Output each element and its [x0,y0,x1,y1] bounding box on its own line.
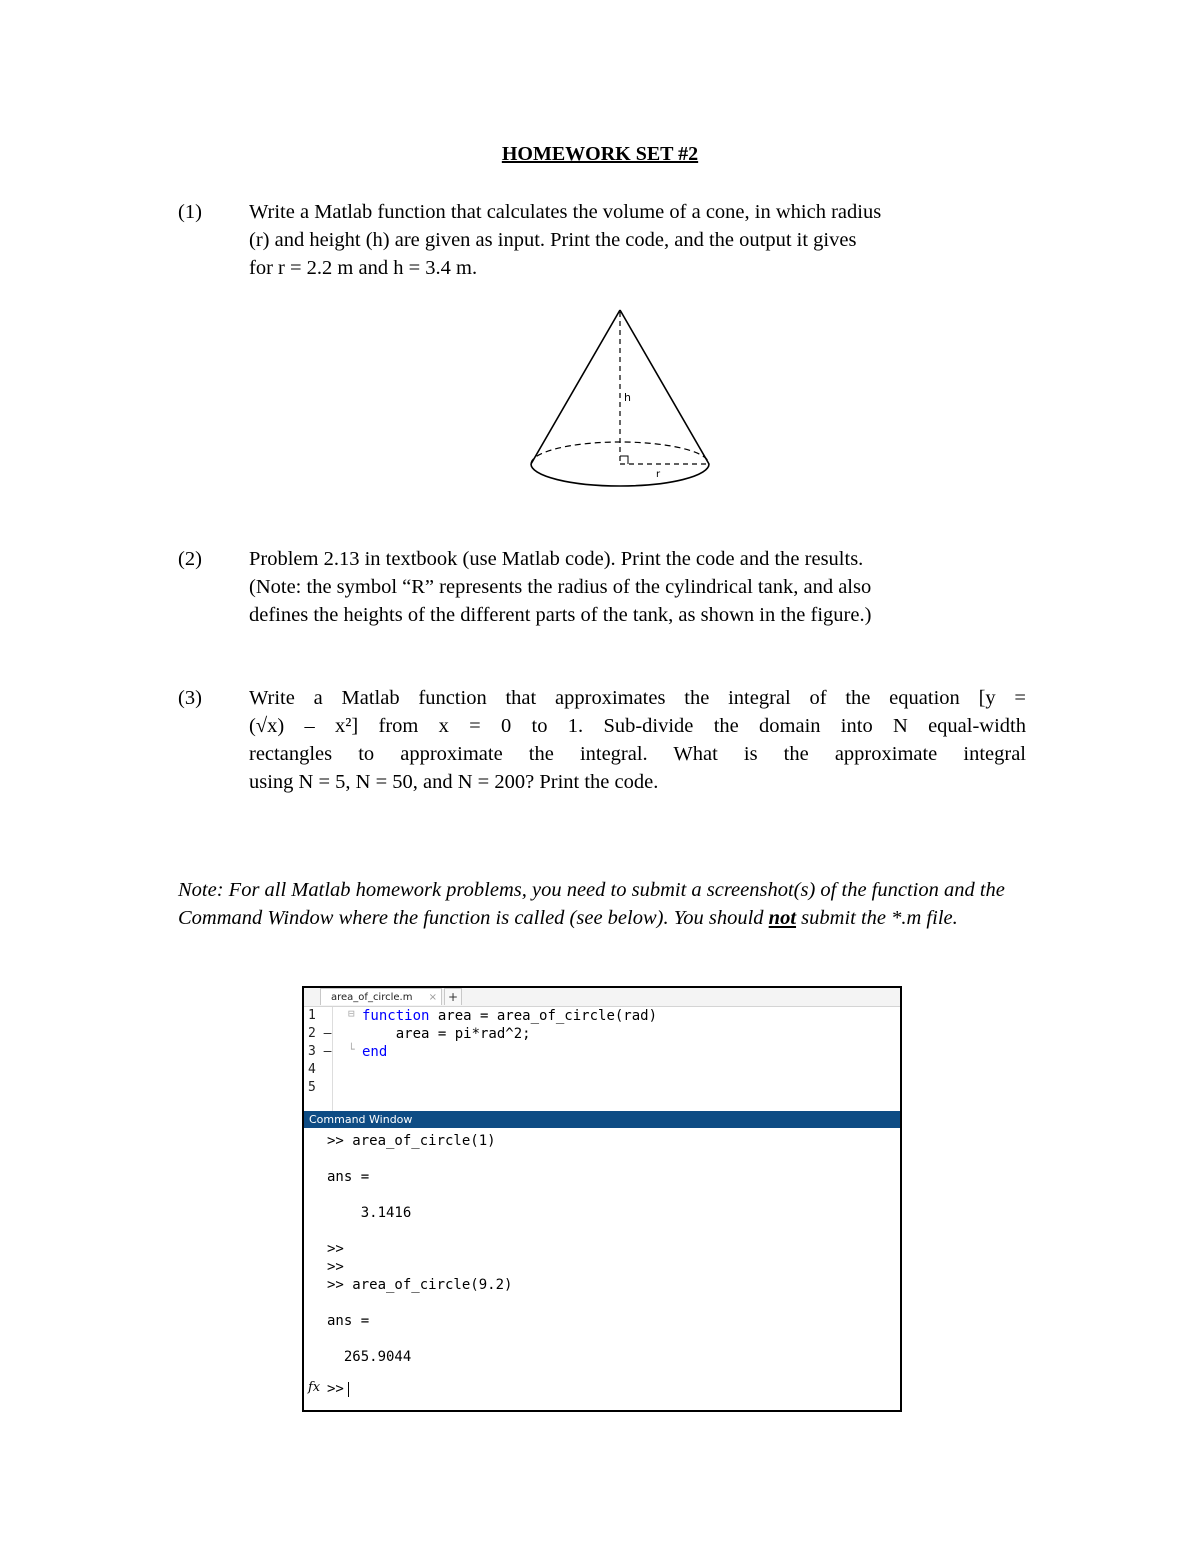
cone-right-edge [620,310,709,464]
code-text: area = area_of_circle(rad) [429,1008,658,1024]
problem-2 [178,545,1026,629]
command-output: ans = [327,1169,370,1185]
problem-2-line-3: defines the heights of the different parts of the tank, as shown in the figure.) [249,604,872,626]
code-line-1 [362,1007,657,1025]
problem-1-number: (1) [178,201,202,223]
text-cursor [348,1382,349,1397]
code-text: area = pi*rad^2; [362,1026,531,1042]
prompt-symbol: >> [327,1381,344,1397]
line-number: 4 [308,1062,316,1077]
command-line: >> area_of_circle(1) [327,1133,496,1149]
editor-tab-label: area_of_circle.m [331,992,413,1003]
command-output: 3.1416 [327,1205,412,1221]
problem-3-line-1: Write a Matlab function that approximates the integral of the equation [y = [249,687,1026,709]
problem-3-text [249,684,1026,796]
matlab-screenshot [302,986,902,1412]
code-keyword: function [362,1008,430,1024]
command-output: ans = [327,1313,370,1329]
fold-collapse-icon[interactable]: ⊟ [348,1007,355,1020]
editor-tab-bar [304,988,900,1007]
editor-tab[interactable] [320,988,442,1005]
note-emphasis: not [768,907,797,929]
line-number: 5 [308,1080,316,1095]
problem-1-text [249,198,1026,282]
problem-1-line-3: for r = 2.2 m and h = 3.4 m. [249,257,478,279]
fold-end-icon: └ [348,1043,355,1056]
page-title: HOMEWORK SET #2 [501,143,699,165]
problem-3 [178,684,1026,796]
cone-figure [526,304,716,490]
code-keyword: end [362,1044,388,1060]
problem-1-line-2: (r) and height (h) are given as input. Print the code, and the output it gives [249,229,857,251]
problem-3-line-3: rectangles to approximate the integral. What is the approximate integral [249,743,1026,765]
command-line: >> [327,1259,344,1275]
problem-2-line-1: Problem 2.13 in textbook (use Matlab code). Print the code and the results. [249,548,864,570]
problem-3-line-4: using N = 5, N = 50, and N = 200? Print the code. [249,771,659,793]
close-icon[interactable]: × [428,992,437,1003]
submission-note [178,876,1008,932]
code-line-3 [362,1043,387,1061]
command-window[interactable] [304,1128,900,1410]
command-line: >> [327,1241,344,1257]
problem-1-line-1: Write a Matlab function that calculates the volume of a cone, in which radius [249,201,882,223]
radius-label: r [656,469,661,480]
cone-left-edge [531,310,620,464]
problem-1 [178,198,1026,282]
problem-3-number: (3) [178,687,202,709]
add-tab-button[interactable]: + [444,988,462,1005]
code-line-2 [362,1025,531,1043]
function-browser-icon[interactable]: fx [308,1380,321,1395]
problem-2-number: (2) [178,548,202,570]
line-number-gutter [304,1007,333,1111]
code-editor[interactable] [304,1007,900,1111]
command-output: 265.9044 [327,1349,412,1365]
problem-2-text [249,545,1026,629]
command-prompt[interactable] [327,1380,349,1398]
command-window-title: Command Window [304,1111,900,1128]
right-angle-marker [620,456,628,464]
note-text-before: Note: For all Matlab homework problems, you need to submit a screenshot(s) of the function and the Command Window where the function is called (see below). You should [178,879,1005,929]
height-label: h [624,391,631,404]
line-number: 2 – [308,1026,332,1041]
problem-2-line-2: (Note: the symbol “R” represents the radius of the cylindrical tank, and also [249,576,872,598]
line-number: 1 [308,1008,316,1023]
cone-base-front [531,464,709,486]
command-line: >> area_of_circle(9.2) [327,1277,513,1293]
note-text-after: submit the *.m file. [796,907,958,929]
problem-3-line-2: (√x) – x²] from x = 0 to 1. Sub-divide the domain into N equal-width [249,715,1026,737]
line-number: 3 – [308,1044,332,1059]
